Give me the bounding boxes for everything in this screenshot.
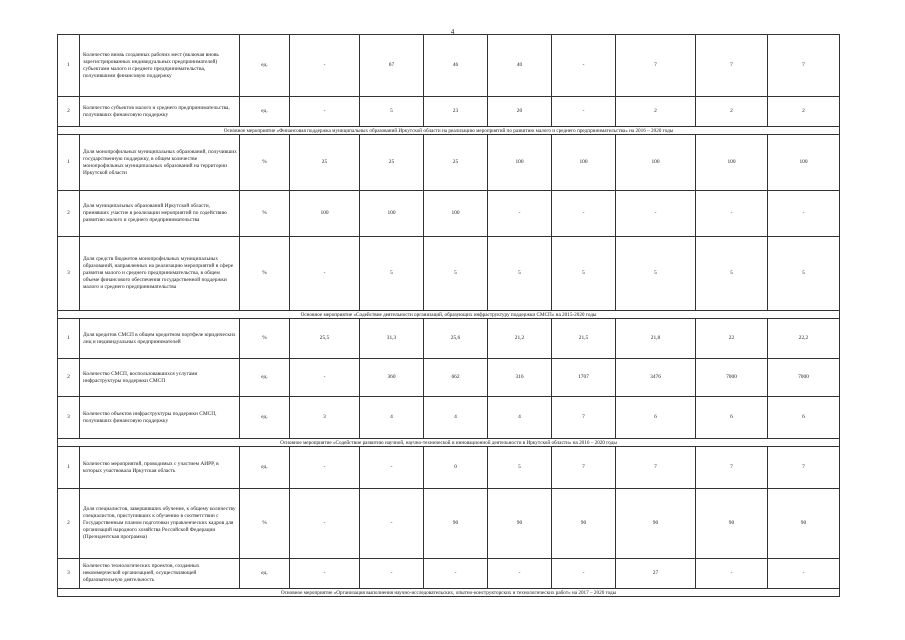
unit-cell: ед. (240, 97, 290, 127)
section-header-row (58, 127, 840, 135)
value-cell: 25 (290, 135, 360, 191)
unit-cell: ед. (240, 359, 290, 397)
indicator-name: Доля кредитов СМСП в общем кредитном портфеле юридических лиц и индивидуальных предпринимателей (80, 319, 240, 359)
row-number: 2 (58, 359, 80, 397)
indicator-name: Количество мероприятий, проводимых с участием АИРР, в которых участвовала Иркутская область (80, 447, 240, 489)
section-header-row (58, 439, 840, 447)
unit-cell: % (240, 489, 290, 559)
value-cell: - (696, 559, 768, 589)
table-row (58, 191, 840, 237)
value-cell: 5 (552, 237, 616, 311)
value-cell: 22,2 (768, 319, 840, 359)
value-cell: 25,6 (424, 319, 488, 359)
indicators-table (57, 34, 840, 597)
value-cell: 5 (424, 237, 488, 311)
row-number: 2 (58, 191, 80, 237)
value-cell: 360 (360, 359, 424, 397)
value-cell: 7000 (696, 359, 768, 397)
table-row (58, 319, 840, 359)
indicator-name: Количество СМСП, воспользовавшихся услугами инфраструктуры поддержки СМСП (80, 359, 240, 397)
value-cell: 20 (488, 97, 552, 127)
value-cell: - (290, 489, 360, 559)
value-cell: - (290, 447, 360, 489)
value-cell: 316 (488, 359, 552, 397)
value-cell: - (360, 559, 424, 589)
value-cell: 7 (616, 35, 696, 97)
section-title: Основное мероприятие «Финансовая поддержка муниципальных образований Иркутской области на реализацию мероприятий по развитию малого и среднего предпринимательства» на 2016 – 2020 годы (58, 127, 840, 135)
value-cell: - (768, 191, 840, 237)
value-cell: 6 (768, 397, 840, 439)
value-cell: 5 (488, 447, 552, 489)
value-cell: 90 (768, 489, 840, 559)
value-cell: 90 (424, 489, 488, 559)
value-cell: - (552, 559, 616, 589)
value-cell: 2 (696, 97, 768, 127)
value-cell: 4 (488, 397, 552, 439)
value-cell: 662 (424, 359, 488, 397)
row-number: 1 (58, 319, 80, 359)
value-cell: 0 (424, 447, 488, 489)
table-row (58, 489, 840, 559)
value-cell: - (290, 559, 360, 589)
value-cell: - (360, 489, 424, 559)
value-cell: 23 (424, 97, 488, 127)
value-cell: - (552, 191, 616, 237)
value-cell: 3476 (616, 359, 696, 397)
section-header-row (58, 589, 840, 597)
unit-cell: % (240, 319, 290, 359)
section-title: Основное мероприятие «Содействие развитию научной, научно-технической и инновационной деятельности в Иркутской области» на 2016 – 2020 годы (58, 439, 840, 447)
value-cell: 21,2 (488, 319, 552, 359)
value-cell: 2 (616, 97, 696, 127)
value-cell: - (488, 559, 552, 589)
value-cell: 100 (488, 135, 552, 191)
value-cell: - (290, 97, 360, 127)
indicator-name: Количество вновь созданных рабочих мест (включая вновь зарегистрированных индивидуальных предпринимателей) субъектами малого и среднего предпринимательства, получившими финансовую поддержку (80, 35, 240, 97)
value-cell: 67 (360, 35, 424, 97)
table-row (58, 447, 840, 489)
table-row (58, 35, 840, 97)
value-cell: 1707 (552, 359, 616, 397)
value-cell: 90 (616, 489, 696, 559)
section-title: Основное мероприятие «Содействие деятельности организаций, образующих инфраструктуру поддержки СМСП» на 2015-2020 годы (58, 311, 840, 319)
value-cell: 6 (616, 397, 696, 439)
table-row (58, 97, 840, 127)
value-cell: 100 (616, 135, 696, 191)
row-number: 3 (58, 559, 80, 589)
value-cell: 46 (424, 35, 488, 97)
value-cell: 7 (616, 447, 696, 489)
value-cell: 90 (488, 489, 552, 559)
table-row (58, 359, 840, 397)
value-cell: 25,5 (290, 319, 360, 359)
row-number: 2 (58, 489, 80, 559)
value-cell: 7 (696, 447, 768, 489)
unit-cell: % (240, 191, 290, 237)
value-cell: 5 (360, 237, 424, 311)
value-cell: - (768, 559, 840, 589)
value-cell: 100 (360, 191, 424, 237)
value-cell: 4 (360, 397, 424, 439)
value-cell: 90 (552, 489, 616, 559)
unit-cell: % (240, 237, 290, 311)
indicator-name: Количество субъектов малого и среднего предпринимательства, получивших финансовую поддержку (80, 97, 240, 127)
row-number: 1 (58, 447, 80, 489)
value-cell: - (488, 191, 552, 237)
value-cell: 7 (552, 397, 616, 439)
indicator-name: Доля специалистов, завершивших обучение, к общему количеству специалистов, приступивших к обучению в соответствии с Государственным планом подготовки управленческих кадров для организаций народного хозяйства Российской Федерации (Президентская программа) (80, 489, 240, 559)
indicator-name: Количество технологических проектов, созданных некоммерческой организацией, осуществляющей образовательную деятельность (80, 559, 240, 589)
table-row (58, 135, 840, 191)
value-cell: - (290, 237, 360, 311)
value-cell: 4 (424, 397, 488, 439)
value-cell: 22 (696, 319, 768, 359)
value-cell: 3 (290, 397, 360, 439)
value-cell: 90 (696, 489, 768, 559)
value-cell: 6 (696, 397, 768, 439)
unit-cell: ед. (240, 447, 290, 489)
indicator-name: Количество объектов инфраструктуры поддержки СМСП, получивших финансовую поддержку (80, 397, 240, 439)
value-cell: 31,3 (360, 319, 424, 359)
value-cell: - (552, 35, 616, 97)
value-cell: 21,8 (616, 319, 696, 359)
row-number: 1 (58, 135, 80, 191)
section-title: Основное мероприятие «Организация выполнения научно-исследовательских, опытно-конструкторских и технологических работ» на 2017 – 2020 годы (58, 589, 840, 597)
unit-cell: ед. (240, 35, 290, 97)
value-cell: - (290, 35, 360, 97)
value-cell: 40 (488, 35, 552, 97)
value-cell: - (552, 97, 616, 127)
value-cell: 5 (488, 237, 552, 311)
indicator-name: Доля муниципальных образований Иркутской области, принявших участие в реализации мероприятий по содействию развитию малого и среднего предпринимательства (80, 191, 240, 237)
value-cell: 5 (696, 237, 768, 311)
value-cell: 100 (424, 191, 488, 237)
value-cell: - (360, 447, 424, 489)
value-cell: 100 (768, 135, 840, 191)
unit-cell: ед. (240, 397, 290, 439)
value-cell: 25 (360, 135, 424, 191)
value-cell: - (696, 191, 768, 237)
value-cell: 7 (696, 35, 768, 97)
indicator-name: Доля средств бюджетов монопрофильных муниципальных образований, направленных на реализацию мероприятий в сфере развития малого и среднего предпринимательства, в общем объеме финансового обеспечения государственной поддержки малого и среднего предпринимательства (80, 237, 240, 311)
value-cell: 100 (290, 191, 360, 237)
value-cell: 7 (768, 35, 840, 97)
value-cell: 2 (768, 97, 840, 127)
unit-cell: % (240, 135, 290, 191)
row-number: 1 (58, 35, 80, 97)
value-cell: 27 (616, 559, 696, 589)
value-cell: 100 (696, 135, 768, 191)
value-cell: 7000 (768, 359, 840, 397)
page-number: 4 (450, 28, 455, 36)
table-row (58, 237, 840, 311)
row-number: 3 (58, 237, 80, 311)
table-row (58, 559, 840, 589)
unit-cell: ед. (240, 559, 290, 589)
value-cell: 5 (768, 237, 840, 311)
value-cell: 5 (616, 237, 696, 311)
value-cell: - (290, 359, 360, 397)
value-cell: - (424, 559, 488, 589)
row-number: 2 (58, 97, 80, 127)
row-number: 3 (58, 397, 80, 439)
section-header-row (58, 311, 840, 319)
table-row (58, 397, 840, 439)
value-cell: 21,5 (552, 319, 616, 359)
value-cell: 7 (768, 447, 840, 489)
value-cell: 100 (552, 135, 616, 191)
value-cell: 7 (552, 447, 616, 489)
value-cell: - (616, 191, 696, 237)
value-cell: 25 (424, 135, 488, 191)
value-cell: 5 (360, 97, 424, 127)
indicator-name: Доля монопрофильных муниципальных образований, получивших государственную поддержку, в общем количестве монопрофильных муниципальных образований на территории Иркутской области (80, 135, 240, 191)
